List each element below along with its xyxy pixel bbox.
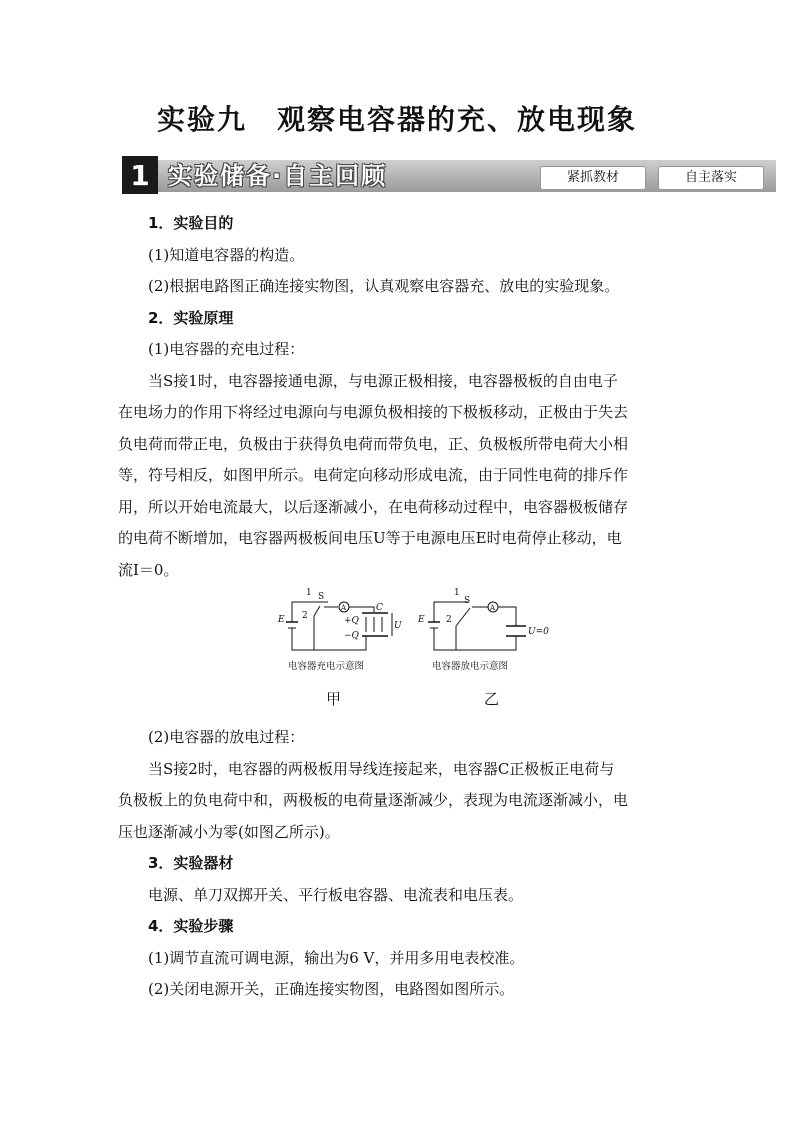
- text-line: (2)根据电路图正确连接实物图，认真观察电容器充、放电的实验现象。: [148, 277, 620, 295]
- pill-self-study: 自主落实: [658, 166, 764, 190]
- label-c-a: C: [376, 603, 383, 613]
- label-e-a: E: [278, 615, 285, 625]
- content-bottom: [118, 722, 678, 1006]
- text-line: (2)电容器的放电过程：: [148, 728, 305, 746]
- circuit-figures: [276, 586, 549, 716]
- content-top: [118, 208, 678, 586]
- text-line: 等，符号相反，如图甲所示。电荷定向移动形成电流，由于同性电荷的排斥作: [118, 466, 629, 484]
- section-banner: [122, 156, 778, 194]
- banner-number: 1: [122, 156, 158, 194]
- caption-a: 电容器充电示意图: [288, 661, 365, 672]
- text-line: 负极板上的负电荷中和，两极板的电荷量逐渐减少，表现为电流逐渐减小，电: [118, 791, 629, 809]
- page-title: 实验九 观察电容器的充、放电现象: [156, 103, 637, 136]
- text-line: 负电荷而带正电，负极由于获得负电荷而带负电，正、负极板所带电荷大小相: [118, 434, 629, 453]
- label-yi: 乙: [484, 690, 500, 708]
- banner-title: 实验储备·自主回顾: [168, 162, 388, 190]
- text-line: 当S接2时，电容器的两极板用导线连接起来，电容器C正极板正电荷与: [148, 759, 615, 778]
- label-2-b: 2: [446, 615, 452, 625]
- label-pq-a: +Q: [344, 616, 359, 626]
- label-e-b: E: [418, 615, 425, 625]
- label-ammeter-a: A: [341, 604, 347, 612]
- text-line: (1)电容器的充电过程：: [148, 340, 305, 358]
- text-line: 在电场力的作用下将经过电源向与电源负极相接的下极板移动，正极由于失去: [118, 403, 629, 421]
- text-line: 用，所以开始电流最大，以后逐渐减小，在电荷移动过程中，电容器极板储存: [118, 497, 629, 516]
- section-heading: 1．实验目的: [148, 214, 234, 232]
- section-heading: 2．实验原理: [148, 308, 234, 327]
- text-line: 压也逐渐减小为零(如图乙所示)。: [118, 822, 340, 841]
- text-line: (2)关闭电源开关，正确连接实物图，电路图如图所示。: [148, 980, 515, 998]
- label-nq-a: −Q: [344, 631, 359, 641]
- section-heading: 4．实验步骤: [148, 917, 234, 935]
- text-line: 电源、单刀双掷开关、平行板电容器、电流表和电压表。: [148, 885, 524, 904]
- text-line: 流I＝0。: [118, 560, 179, 579]
- text-line: (1)知道电容器的构造。: [148, 245, 305, 264]
- label-u-a: U: [394, 621, 402, 631]
- label-s-b: S: [464, 596, 471, 606]
- label-1-b: 1: [454, 588, 460, 598]
- label-2-a: 2: [302, 611, 308, 621]
- text-line: (1)调节直流可调电源，输出为6 V，并用多用电表校准。: [148, 948, 525, 967]
- circuit-diagram: [276, 586, 549, 716]
- label-s-a: S: [318, 592, 325, 602]
- label-jia: 甲: [326, 690, 342, 708]
- text-line: 的电荷不断增加，电容器两极板间电压U等于电源电压E时电荷停止移动，电: [118, 529, 622, 547]
- label-1-a: 1: [306, 588, 312, 598]
- section-heading: 3．实验器材: [148, 854, 234, 872]
- text-line: 当S接1时，电容器接通电源，与电源正极相接，电容器极板的自由电子: [148, 371, 618, 390]
- pill-textbook: 紧抓教材: [540, 166, 646, 190]
- label-ammeter-b: A: [490, 604, 496, 612]
- caption-b: 电容器放电示意图: [432, 661, 509, 672]
- label-u0-b: U=0: [528, 627, 549, 637]
